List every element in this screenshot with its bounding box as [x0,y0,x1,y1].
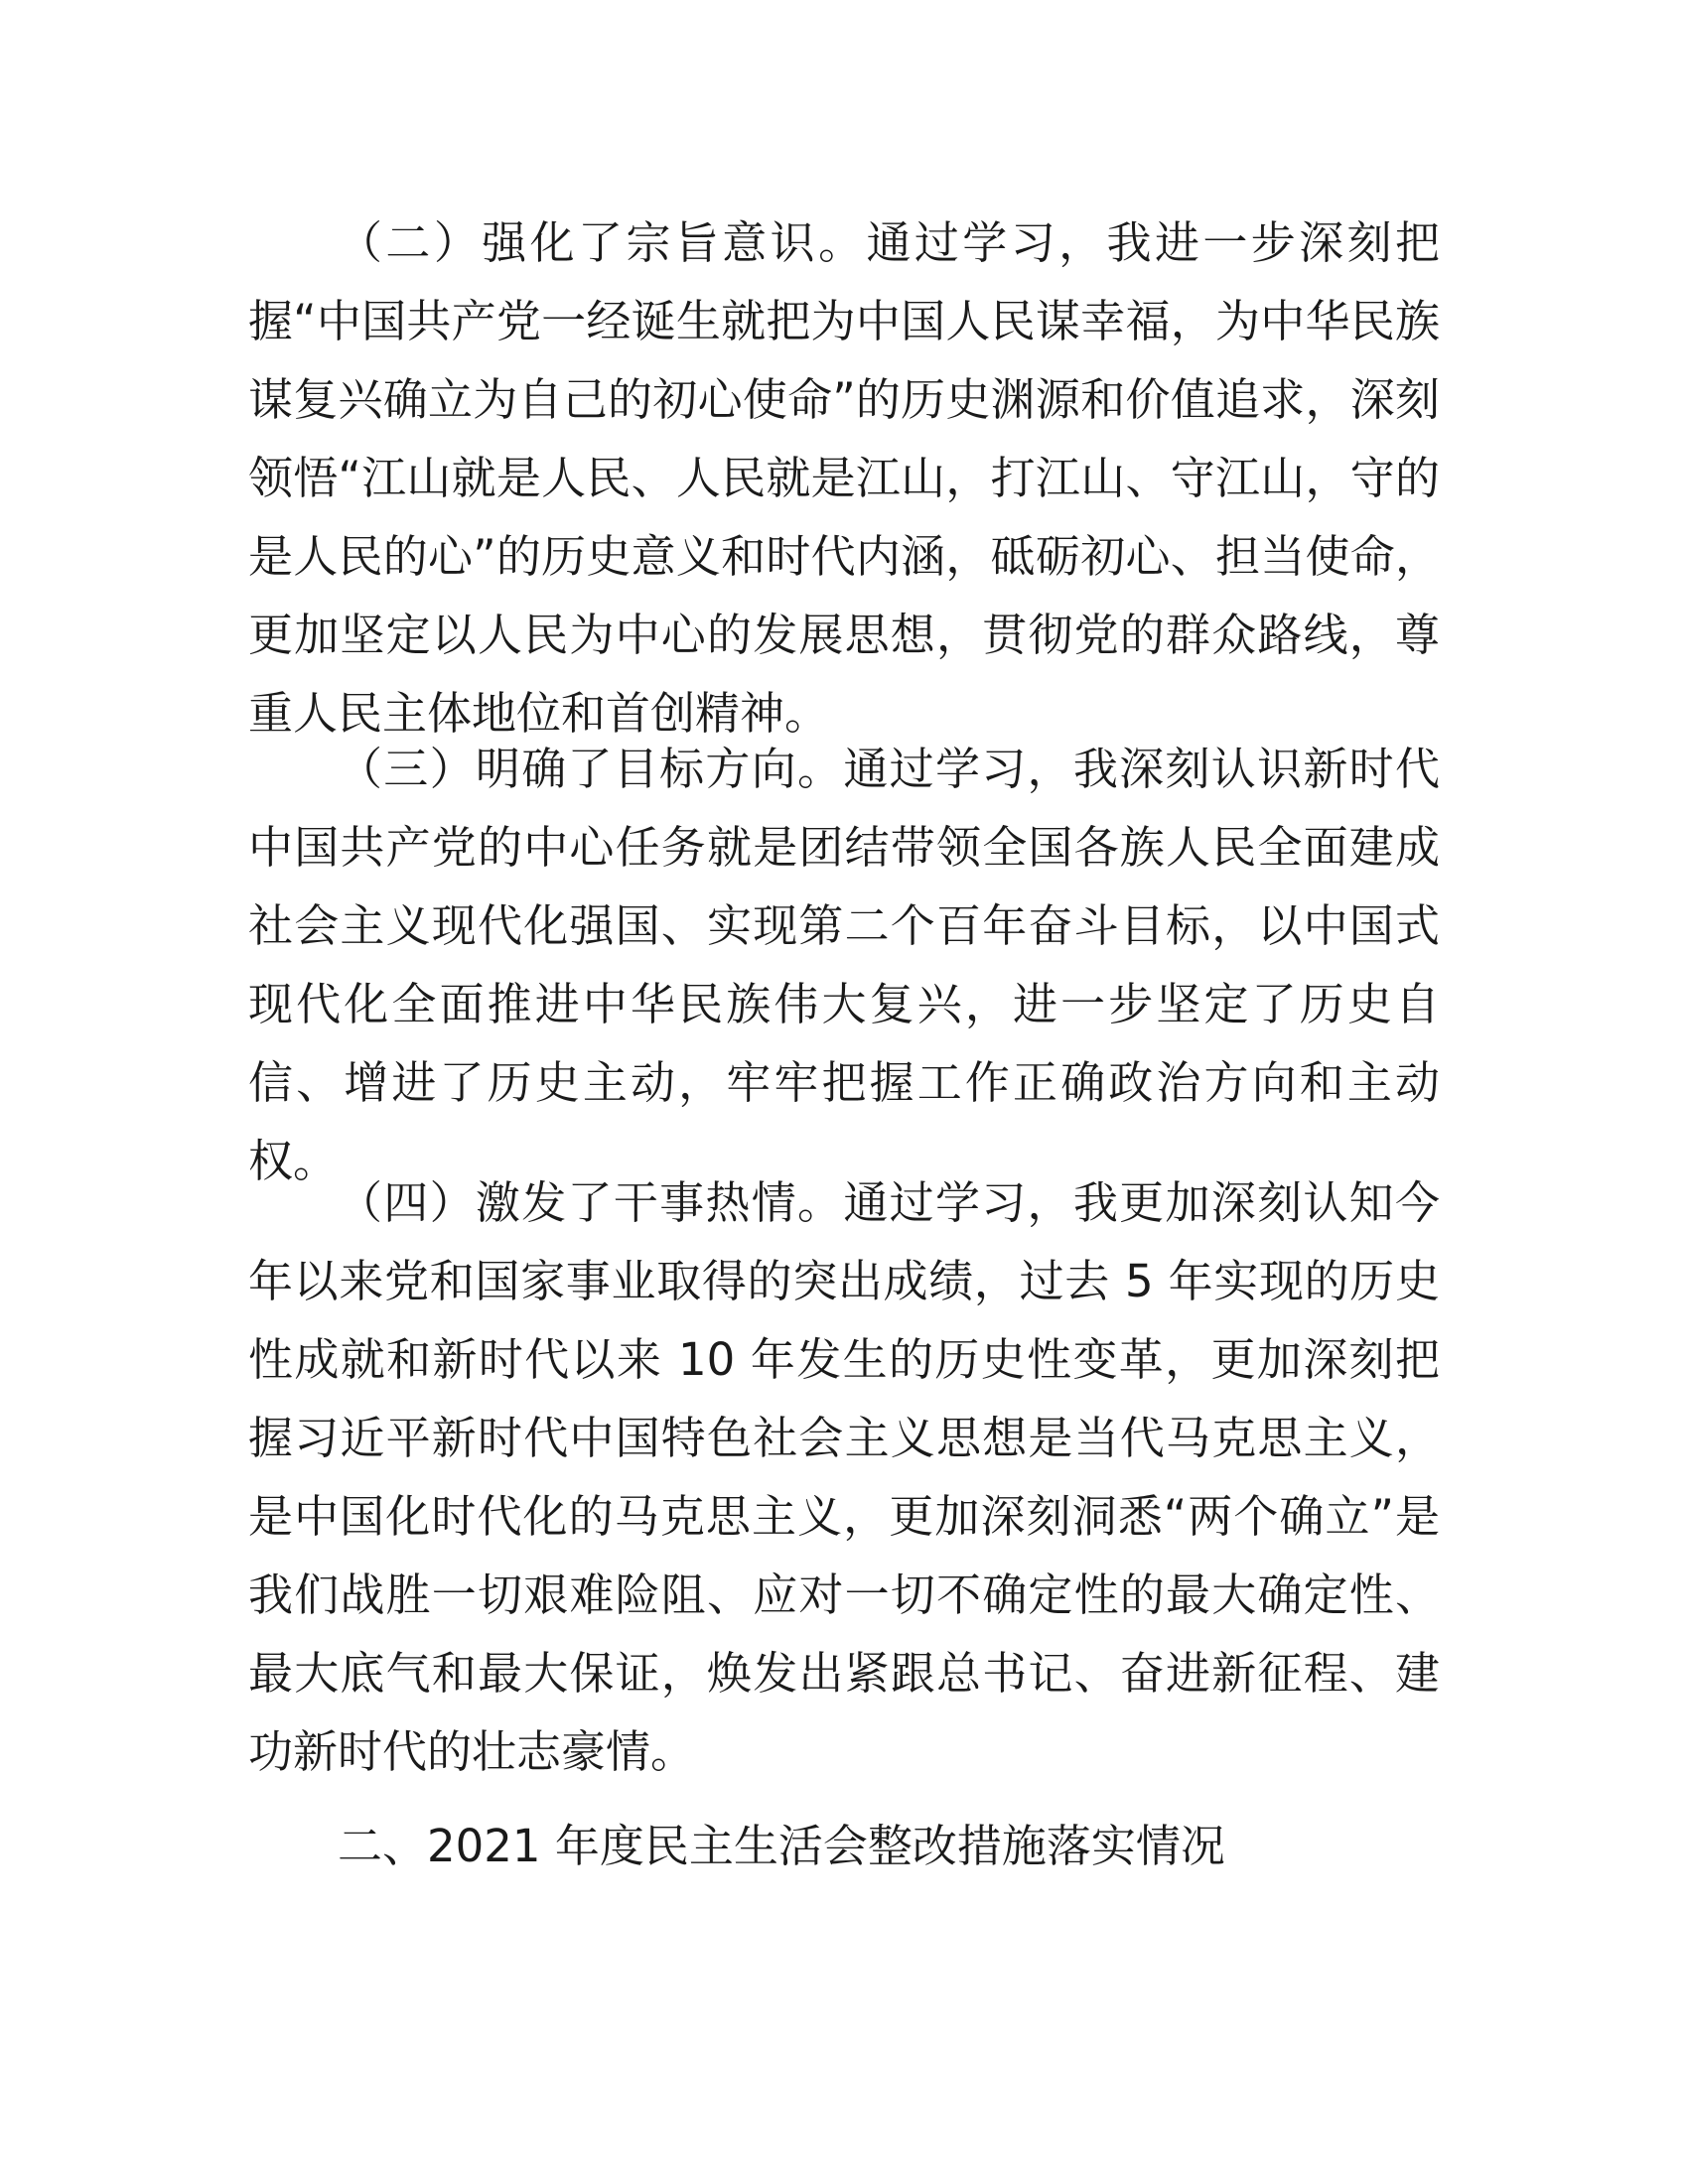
paragraph-inspire-enthusiasm: （四）激发了干事热情。通过学习，我更加深刻认知今年以来党和国家事业取得的突出成绩，过去 5 年实现的历史性成就和新时代以来 10 年发生的历史性变革，更加深刻把握习近平新时代中国特色社会主义思想是当代马克思主义，是中国化时代化的马克思主义，更加深刻洞悉“两个确立”是我们战胜一切艰难险阻、应对一切不确定性的最大确定性、最大底气和最大保证，焕发出紧跟总书记、奋进新征程、建功新时代的壮志豪情。 [248,1176,1440,1778]
paragraph-strengthen-purpose: （二）强化了宗旨意识。通过学习，我进一步深刻把握“中国共产党一经诞生就把为中国人民谋幸福，为中华民族谋复兴确立为自己的初心使命”的历史渊源和价值追求，深刻领悟“江山就是人民、人民就是江山，打江山、守江山，守的是人民的心”的历史意义和时代内涵，砥砺初心、担当使命，更加坚定以人民为中心的发展思想，贯彻党的群众路线，尊重人民主体地位和首创精神。 [248,216,1440,740]
section-heading-rectification: 二、2021 年度民主生活会整改措施落实情况 [338,1820,1225,1872]
paragraph-clarify-goals: （三）明确了目标方向。通过学习，我深刻认识新时代中国共产党的中心任务就是团结带领全国各族人民全面建成社会主义现代化强国、实现第二个百年奋斗目标，以中国式现代化全面推进中华民族伟大复兴，进一步坚定了历史自信、增进了历史主动，牢牢把握工作正确政治方向和主动权。 [248,743,1440,1187]
